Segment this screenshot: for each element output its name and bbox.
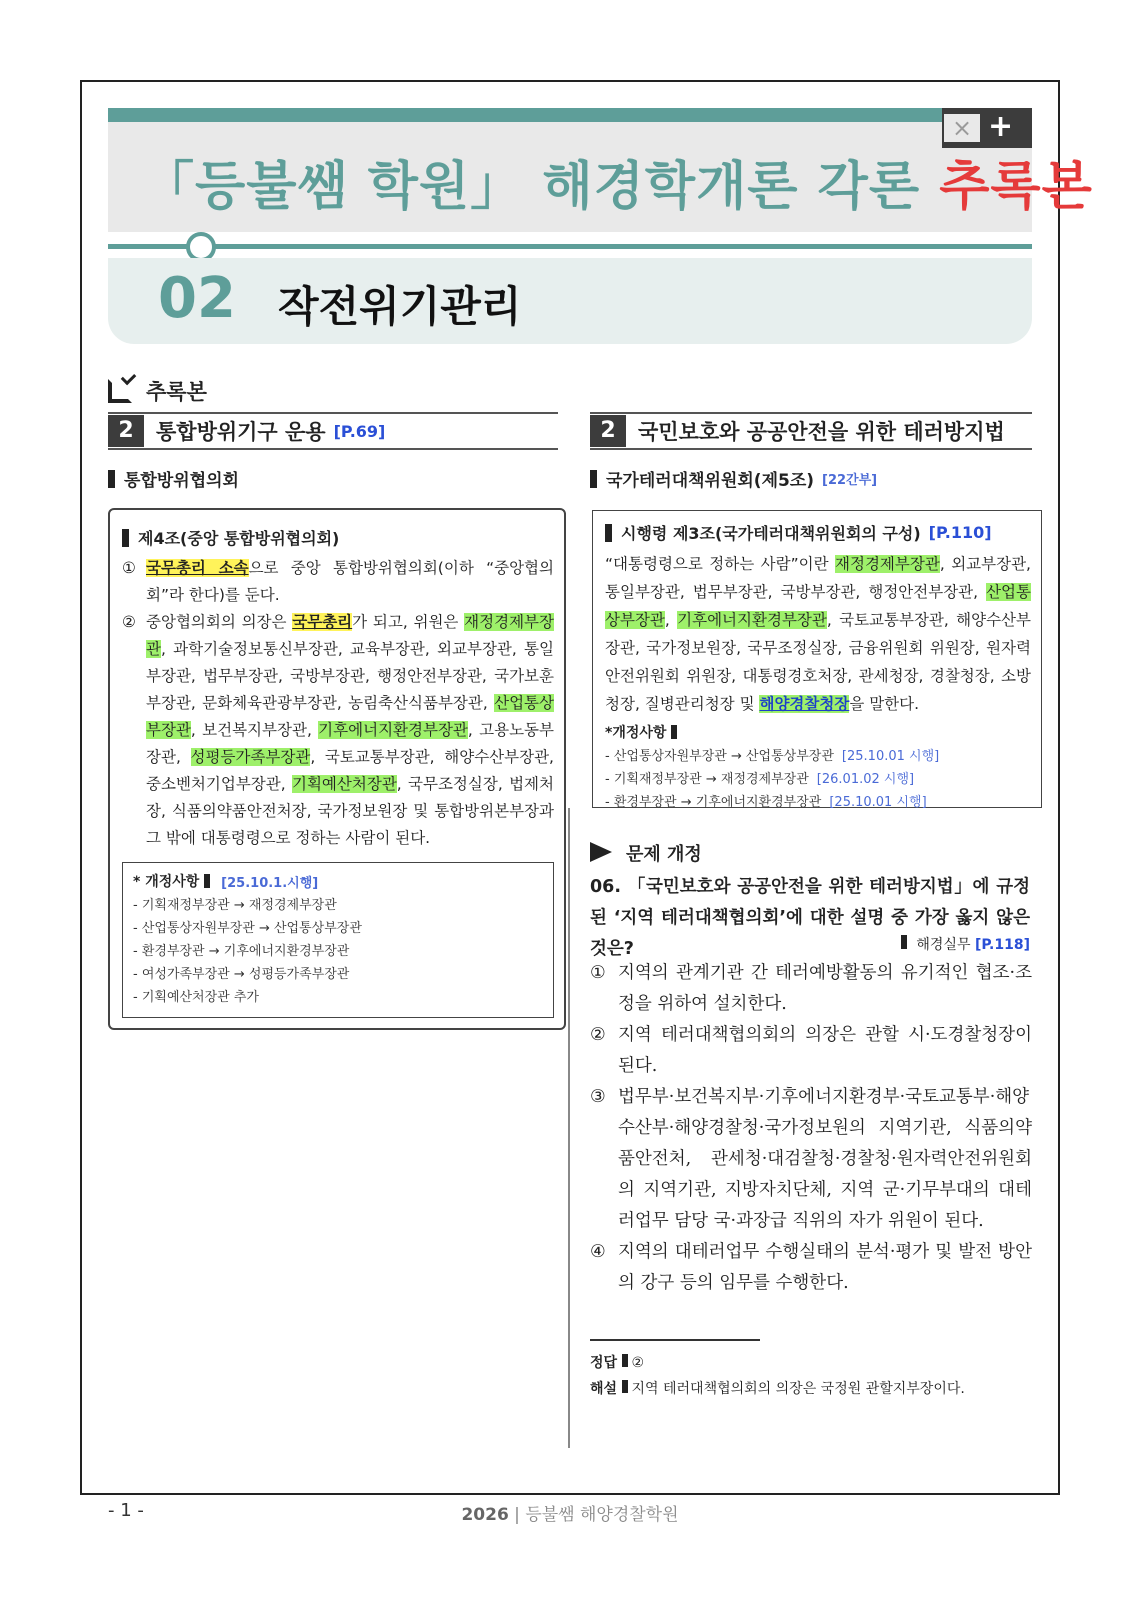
footer-year: 2026 [461,1505,509,1525]
highlight: 재정경제부장관 [835,555,940,573]
note-item [605,791,1031,814]
chapter-header [108,258,1032,344]
explain-label: 해설 [590,1381,618,1397]
flag-icon [590,842,616,864]
note-text: - 기획재정부장관 → 재정경제부장관 [605,772,809,787]
note-item: - 여성가족부장관 → 성평등가족부장관 [133,967,350,982]
left-paragraph-2 [122,609,554,852]
answer-divider [590,1339,760,1341]
left-sub-head [108,466,239,491]
para-text: , 고용노동부장관, [146,721,554,766]
highlight: 성평등가족부장관 [190,748,311,766]
question-source-ref: [P.118] [974,937,1030,953]
highlight: 해양경찰청장 [759,695,850,713]
para-text: , [664,611,678,629]
choice-item [590,1020,1032,1082]
banner-tab [942,108,1032,148]
choice-marker: ④ [590,1242,606,1262]
para-text: 으로 중앙 통합방위협의회(이하 “중앙협의회”라 한다)를 둔다. [146,559,554,604]
note-text: - 환경부장관 → 기후에너지환경부장관 [605,795,822,810]
bar-icon [204,874,210,888]
right-article-ref: [P.110] [928,523,992,542]
footer-brand [0,1500,1140,1525]
para-body [146,609,554,852]
highlight: 산업통상부장관 [605,583,1031,629]
choice-text: 지역의 대테러업무 수행실태의 분석·평가 및 발전 방안의 강구 등의 임무를 수행한다. [618,1242,1032,1293]
question-source-label: 해경실무 [916,937,971,953]
section-label [108,375,207,407]
choice-item [590,1082,1032,1237]
checkbox-icon [108,379,132,403]
left-head-number: 2 [108,415,144,447]
answer-block [590,1350,965,1402]
para-text: , 국무조정실장, 법제처장, 식품의약품안전처장, 국가정보원장 및 통합방위본부장과 그 밖에 대통령령으로 정하는 사람이 된다. [146,775,554,847]
chapter-divider [108,244,1032,249]
answer-line [590,1350,965,1376]
para-marker: ① [122,559,136,577]
note-item: - 산업통상자원부장관 → 산업통상부장관 [133,921,362,936]
choice-item [590,958,1032,1020]
para-text: 중앙협의회의 의장은 [146,613,293,631]
highlight: 기획예산처장관 [291,775,397,793]
note-item [605,745,1031,768]
note-item [605,768,1031,791]
title-banner [108,108,1093,232]
banner-title-main: 「등불쌤 학원」 해경학개론 각론 [142,157,940,217]
left-sub-head-text: 통합방위협의회 [124,471,239,491]
section-label-text: 추록본 [146,380,207,404]
bar-icon [108,470,115,488]
banner-title [142,144,1093,219]
choice-marker: ① [590,963,606,983]
right-sub-ref: [22간부] [822,473,878,488]
para-marker: ② [122,613,136,631]
right-sub-head [590,466,877,491]
question-source [590,934,1030,954]
plus-icon: + [988,109,1014,144]
answer-label: 정답 [590,1355,618,1371]
bar-icon [605,524,612,542]
bar-icon [671,725,677,739]
right-head-title: 국민보호와 공공안전을 위한 테러방지법 [638,420,1005,444]
chapter-number: 02 [158,266,236,331]
explain-text: 지역 테러대책협의회의 의장은 국정원 관할지부장이다. [631,1381,965,1397]
right-article-box [592,510,1042,808]
bar-icon [622,1380,628,1393]
choice-marker: ③ [590,1087,606,1107]
highlight: 국무총리 소속 [146,559,249,577]
para-text: , 보건복지부장관, [190,721,319,739]
chapter-title: 작전위기관리 [278,282,522,331]
footer-brand-text: | 등불쌤 해양경찰학원 [508,1505,679,1525]
close-icon: × [944,114,980,142]
question-label [590,840,702,866]
highlight: 기후에너지환경부장관 [677,611,827,629]
right-sub-head-text: 국가테러대책위원회(제5조) [606,471,815,491]
column-divider [568,808,570,1448]
choice-marker: ② [590,1025,606,1045]
choice-text: 지역의 관계기관 간 테러예방활동의 유기적인 협조·조정을 위하여 설치한다. [618,963,1032,1014]
left-note-box [122,862,554,1018]
right-column-header [590,412,1032,450]
para-text: , 국토교통부장관, 해양수산부장관, 국가정보원장, 국무조정실장, 금융위원회 위원장, 원자력안전위원회 위원장, 대통령경호처장, 관세청장, 경찰청장, 소방청장, 질병관리청장 및 [605,611,1031,713]
left-article-title-text: 제4조(중앙 통합방위협의회) [138,529,340,548]
para-text: “대통령령으로 정하는 사람”이란 [605,555,836,573]
choice-text: 지역 테러대책협의회의 의장은 관할 시·도경찰청장이 된다. [618,1025,1032,1076]
left-article-box [108,508,566,1030]
right-article-body [605,550,1031,718]
note-ref: [25.10.01 시행] [841,749,940,764]
banner-title-accent: 추록본 [939,157,1093,217]
para-text: , 과학기술정보통신부장관, 교육부장관, 외교부장관, 통일부장관, 법무부장관, 국방부장관, 행정안전부장관, 국가보훈부장관, 문화체육관광부장관, 농림축산식품부장관, [146,640,554,712]
highlight: 산업통상부장관 [146,694,554,739]
para-body [146,555,554,609]
note-ref: [25.10.01 시행] [829,795,927,810]
question-label-text: 문제 개정 [626,844,702,865]
page-number: - 1 - [108,1500,144,1521]
bar-icon [622,1354,628,1367]
left-column-header [108,412,558,450]
left-article-title [122,526,554,549]
note-item: - 환경부장관 → 기후에너지환경부장관 [133,944,350,959]
note-title-text: * 개정사항 [133,874,200,890]
highlight: 기후에너지환경부장관 [318,721,468,739]
right-head-number: 2 [590,415,626,447]
bar-icon [901,935,907,949]
para-text: , 국토교통부장관, 해양수산부장관, 중소벤처기업부장관, [146,748,554,793]
answer-value: ② [631,1355,645,1371]
right-article-title [605,521,1031,544]
choice-list [590,958,1032,1299]
right-article-title-text: 시행령 제3조(국가테러대책위원회의 구성) [621,524,921,543]
highlight: 국무총리 [292,613,353,631]
right-note-title [605,722,1031,742]
para-text: 을 말한다. [849,695,920,713]
note-ref: [25.10.1.시행] [221,875,319,891]
note-title [133,871,543,891]
question-stem: 06. 「국민보호와 공공안전을 위한 테러방지법」에 규정된 ‘지역 테러대책협의회’에 대한 설명 중 가장 옳지 않은 것은? [590,877,1030,959]
left-head-ref: [P.69] [333,421,386,441]
note-text: - 산업통상자원부장관 → 산업통상부장관 [605,749,834,764]
choice-text: 법무부·보건복지부·기후에너지환경부·국토교통부·해양수산부·해양경찰청·국가정보원의 지역기관, 식품의약품안전처, 관세청·대검찰청·경찰청·원자력안전위원회의 지역기관, 지방자치단체, 지역 군·기무부대의 대테러업무 담당 국·과장급 직위의 자가 위원이 된다. [618,1087,1032,1231]
highlight: 재정경제부장관 [146,613,554,658]
note-item: - 기획재정부장관 → 재정경제부장관 [133,898,337,913]
bar-icon [122,529,129,547]
left-paragraph-1 [122,555,554,609]
choice-item [590,1237,1032,1299]
note-ref: [26.01.02 시행] [816,772,915,787]
note-item: - 기획예산처장관 추가 [133,990,259,1005]
note-title-text: *개정사항 [605,725,667,741]
para-text: 가 되고, 위원은 [352,613,465,631]
left-head-title: 통합방위기구 운용 [156,420,326,444]
para-text: , 외교부장관, 통일부장관, 법무부장관, 국방부장관, 행정안전부장관, [605,555,1031,601]
bar-icon [590,470,597,488]
explain-line [590,1376,965,1402]
